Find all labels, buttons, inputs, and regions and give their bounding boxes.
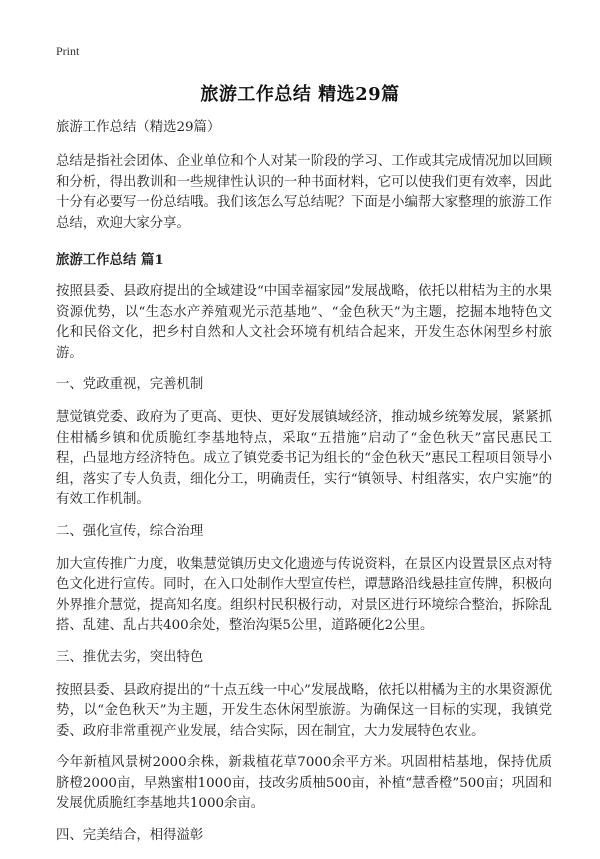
page-title: 旅游工作总结 精选29篇 xyxy=(200,84,400,105)
section-paragraph: 今年新植风景树2000余株，新栽植花草7000余平方米。巩固柑桔基地，保持优质脐橙2000亩，早熟蜜柑1000亩，技改劣质柚500亩，补植“慧香橙”500亩；巩固和发展优质脆红李基地共1000余亩。 xyxy=(56,755,552,811)
document-subtitle: 旅游工作总结（精选29篇） xyxy=(56,120,221,135)
section-paragraph: 按照县委、县政府提出的全域建设“中国幸福家园”发展战略，依托以柑桔为主的水果资源优势，以“生态水产养殖观光示范基地”、“金色秋天”为主题，挖掘本地特色文化和民俗文化，把乡村自然和人文社会环境有机结合起来，开发生态休闲型乡村旅游。 xyxy=(56,284,552,361)
section-paragraph: 慧觉镇党委、政府为了更高、更快、更好发展镇域经济，推动城乡统筹发展，紧紧抓住柑橘乡镇和优质脆红李基地特点，采取“五措施”启动了“金色秋天”富民惠民工程，凸显地方经济特色。成立了镇党委书记为组长的“金色秋天”惠民工程项目领导小组，落实了专人负责，细化分工，明确责任，实行“镇领导、村组落实，农户实施”的有效工作机制。 xyxy=(56,410,552,507)
sub-heading: 一、党政重视，完善机制 xyxy=(56,377,204,392)
sub-heading: 三、推优去劣，突出特色 xyxy=(56,649,204,665)
section-heading: 旅游工作总结 篇1 xyxy=(56,252,164,268)
sub-heading: 四、完美结合，相得溢彰 xyxy=(56,827,204,843)
document-body xyxy=(56,118,552,859)
sub-heading: 二、强化宣传，综合治理 xyxy=(56,523,204,539)
intro-paragraph: 总结是指社会团体、企业单位和个人对某一阶段的学习、工作或其完成情况加以回顾和分析，得出教训和一些规律性认识的一种书面材料，它可以使我们更有效率，因此十分有必要写一份总结哦。我们该怎么写总结呢？下面是小编帮大家整理的旅游工作总结，欢迎大家分享。 xyxy=(56,154,552,231)
section-paragraph: 按照县委、县政府提出的“十点五线一中心”发展战略，依托以柑橘为主的水果资源优势，以“金色秋天”为主题，开发生态休闲型旅游。为确保这一目标的实现，我镇党委、政府非常重视产业发展，结合实际，因在制宜，大力发展特色农业。 xyxy=(56,682,552,739)
print-link[interactable]: Print xyxy=(56,44,80,58)
section-paragraph: 加大宣传推广力度，收集慧觉镇历史文化遗迹与传说资料，在景区内设置景区点对特色文化进行宣传。同时，在入口处制作大型宣传栏，谭慧路沿线悬挂宣传牌，积极向外界推介慧觉，提高知名度。组织村民积极行动，对景区进行环境综合整治，拆除乱搭、乱建、乱占共400余处，整治沟渠5公里，道路硬化2公里。 xyxy=(56,556,552,633)
